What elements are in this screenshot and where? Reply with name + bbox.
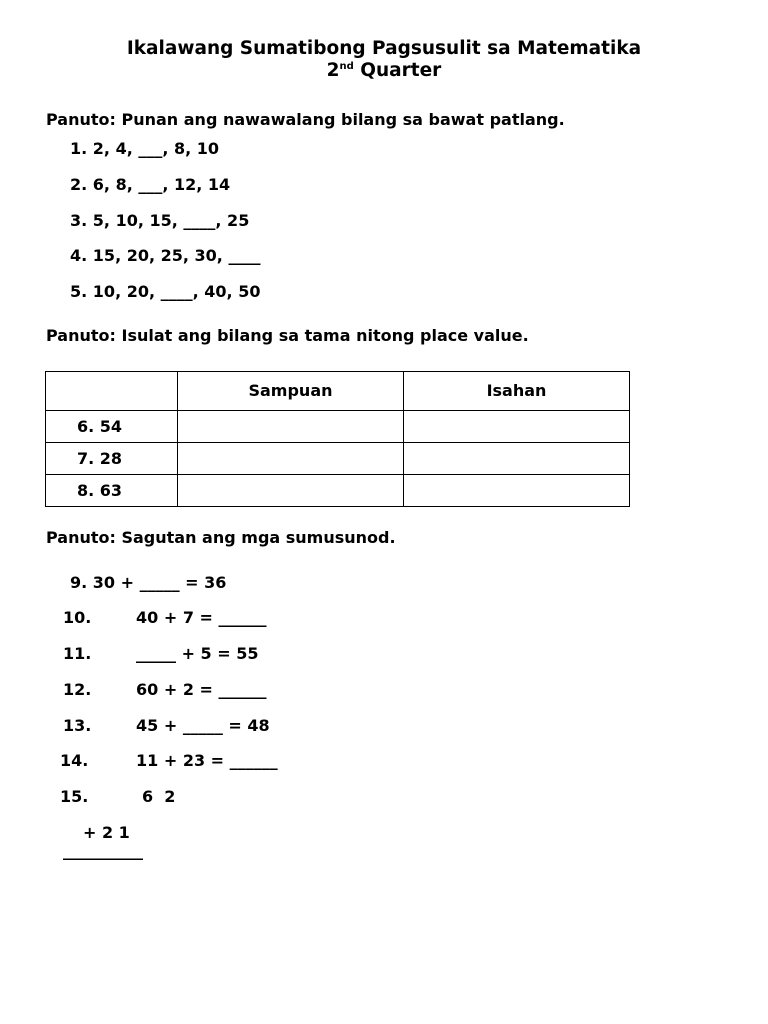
row-label-cell <box>46 475 178 507</box>
table-row <box>46 443 630 475</box>
list-item <box>70 248 260 264</box>
list-item <box>70 575 226 591</box>
list-item <box>70 213 249 229</box>
item-number: 15. <box>60 787 89 806</box>
item-number: 11. <box>63 644 92 663</box>
item-number: 3. <box>70 211 88 230</box>
item-text: 6, 8, ___, 12, 14 <box>92 175 231 194</box>
list-item <box>70 141 219 157</box>
isahan-answer-cell[interactable] <box>404 411 630 443</box>
section1-direction: Panuto: Punan ang nawawalang bilang sa bawat patlang. <box>46 110 565 129</box>
item-text: 45 + _____ = 48 <box>136 716 270 735</box>
sampuan-answer-cell[interactable] <box>178 411 404 443</box>
section3-direction: Panuto: Sagutan ang mga sumusunod. <box>46 528 396 547</box>
item-number: 1. <box>70 139 88 158</box>
row-value: 63 <box>99 481 123 500</box>
item-text: 10, 20, ____, 40, 50 <box>92 282 261 301</box>
item-number: 4. <box>70 246 88 265</box>
place-value-table <box>45 371 630 507</box>
answer-line: __________ <box>63 841 143 860</box>
row-label-cell <box>46 443 178 475</box>
item-number: 5. <box>70 282 88 301</box>
row-number: 7. <box>77 449 95 468</box>
item-text: 15, 20, 25, 30, ____ <box>92 246 261 265</box>
sampuan-answer-cell[interactable] <box>178 443 404 475</box>
item-text: 60 + 2 = ______ <box>136 680 267 699</box>
quarter-suffix: nd <box>339 61 354 72</box>
sampuan-answer-cell[interactable] <box>178 475 404 507</box>
list-item <box>70 177 230 193</box>
item-number: 13. <box>63 716 92 735</box>
row-value: 54 <box>99 417 123 436</box>
page-title: Ikalawang Sumatibong Pagsusulit sa Matematika <box>126 38 642 59</box>
isahan-answer-cell[interactable] <box>404 475 630 507</box>
quarter-label <box>0 62 768 81</box>
row-value: 28 <box>99 449 123 468</box>
addend-line: + 2 1 <box>83 823 130 842</box>
table-header-row <box>46 372 630 411</box>
table-row <box>46 475 630 507</box>
item-text: 40 + 7 = ______ <box>136 608 267 627</box>
header-cell-sampuan: Sampuan <box>178 372 404 411</box>
header-cell-blank <box>46 372 178 411</box>
row-label-cell <box>46 411 178 443</box>
item-text: _____ + 5 = 55 <box>136 644 259 663</box>
quarter-number: 2 <box>326 60 340 81</box>
item-text: 30 + _____ = 36 <box>92 573 227 592</box>
item-text: 6 2 <box>142 787 176 806</box>
item-number: 10. <box>63 608 92 627</box>
item-text: 2, 4, ___, 8, 10 <box>92 139 220 158</box>
list-item <box>70 284 260 300</box>
table-row <box>46 411 630 443</box>
item-number: 12. <box>63 680 92 699</box>
item-text: 5, 10, 15, ____, 25 <box>92 211 250 230</box>
item-text: 11 + 23 = ______ <box>136 751 278 770</box>
item-number: 9. <box>70 573 88 592</box>
item-number: 14. <box>60 751 89 770</box>
isahan-answer-cell[interactable] <box>404 443 630 475</box>
row-number: 6. <box>77 417 95 436</box>
item-number: 2. <box>70 175 88 194</box>
row-number: 8. <box>77 481 95 500</box>
header-cell-isahan: Isahan <box>404 372 630 411</box>
section2-direction: Panuto: Isulat ang bilang sa tama nitong place value. <box>46 326 529 345</box>
quarter-word: Quarter <box>360 60 442 81</box>
